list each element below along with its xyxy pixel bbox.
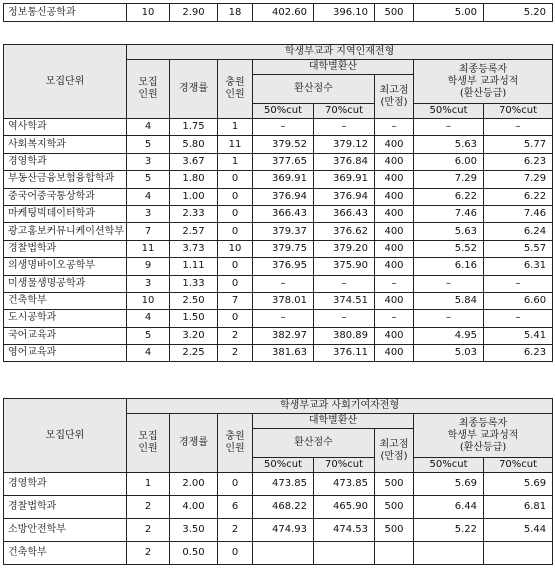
dept-cell: 사회복지학과 [4, 136, 127, 153]
header-final: 최종등록자 학생부 교과성적 (환산등급) [414, 414, 553, 458]
header-70cut-grade: 70%cut [484, 458, 553, 473]
score50-cell: 381.63 [253, 345, 314, 362]
max-cell: 500 [375, 519, 414, 542]
rate-cell: 1.00 [170, 188, 218, 205]
dept-cell: 경영학과 [4, 153, 127, 170]
dept-cell: 의생명바이오공학부 [4, 258, 127, 275]
quota-cell: 10 [127, 292, 170, 309]
table-row [4, 171, 553, 188]
max-cell: 400 [375, 258, 414, 275]
table-row [4, 205, 553, 222]
score70-cell: 474.53 [314, 519, 375, 542]
table-title: 학생부교과 사회기여자전형 [127, 399, 553, 414]
quota-cell: 5 [127, 171, 170, 188]
extra-cell: 10 [218, 240, 253, 257]
grade70-cell [484, 542, 553, 565]
grade70-cell: 5.41 [484, 327, 553, 344]
table-row [4, 4, 553, 22]
grade50-cell [414, 542, 484, 565]
table-row [4, 473, 553, 496]
extra-cell: 2 [218, 327, 253, 344]
grade70-cell: 6.60 [484, 292, 553, 309]
extra-cell: 0 [218, 205, 253, 222]
grade50-cell: 5.69 [414, 473, 484, 496]
grade70-cell: – [484, 119, 553, 136]
score70-cell: 376.94 [314, 188, 375, 205]
dept-cell: 중국어중국통상학과 [4, 188, 127, 205]
quota-cell: 11 [127, 240, 170, 257]
extra-cell: 0 [218, 542, 253, 565]
extra-cell: 7 [218, 292, 253, 309]
rate-cell: 1.50 [170, 310, 218, 327]
max-cell: 400 [375, 136, 414, 153]
score70-cell: 465.90 [314, 496, 375, 519]
max-cell: 400 [375, 188, 414, 205]
table-row [4, 345, 553, 362]
rate-cell: 0.50 [170, 542, 218, 565]
grade50-cell: 5.52 [414, 240, 484, 257]
grade50-cell: 6.44 [414, 496, 484, 519]
grade70-cell: 6.23 [484, 345, 553, 362]
header-rate: 경쟁률 [170, 414, 218, 473]
quota-cell: 3 [127, 275, 170, 292]
quota-cell: 4 [127, 345, 170, 362]
extra-cell: 1 [218, 153, 253, 170]
rate-cell: 2.90 [170, 4, 218, 22]
grade50-cell: 5.22 [414, 519, 484, 542]
extra-cell: 11 [218, 136, 253, 153]
grade50-cell: – [414, 275, 484, 292]
table-row [4, 496, 553, 519]
extra-cell: 0 [218, 188, 253, 205]
max-cell: – [375, 119, 414, 136]
header-univ: 대학별환산 [253, 414, 414, 429]
score50-cell: 376.95 [253, 258, 314, 275]
header-univ: 대학별환산 [253, 60, 414, 75]
grade50-cell: 5.03 [414, 345, 484, 362]
grade50-cell: 6.16 [414, 258, 484, 275]
header-50cut-grade: 50%cut [414, 458, 484, 473]
score70-cell: 376.84 [314, 153, 375, 170]
max-cell: 400 [375, 292, 414, 309]
score70-cell: – [314, 119, 375, 136]
max-cell: 400 [375, 327, 414, 344]
rate-cell: 1.80 [170, 171, 218, 188]
extra-cell: 18 [218, 4, 253, 22]
header-max: 최고점 (만점) [375, 75, 414, 119]
score50-cell: 369.91 [253, 171, 314, 188]
grade70-cell: 7.29 [484, 171, 553, 188]
grade70-cell: – [484, 275, 553, 292]
max-cell [375, 542, 414, 565]
score50-cell: 382.97 [253, 327, 314, 344]
rate-cell: 3.50 [170, 519, 218, 542]
rate-cell: 5.80 [170, 136, 218, 153]
quota-cell: 4 [127, 310, 170, 327]
score70-cell: 379.20 [314, 240, 375, 257]
score50-cell: 378.01 [253, 292, 314, 309]
header-50cut: 50%cut [253, 458, 314, 473]
header-quota: 모집 인원 [127, 414, 170, 473]
header-final: 최종등록자 학생부 교과성적 (환산등급) [414, 60, 553, 104]
score50-cell: 379.37 [253, 223, 314, 240]
score50-cell [253, 542, 314, 565]
rate-cell: 2.50 [170, 292, 218, 309]
extra-cell: 0 [218, 275, 253, 292]
max-cell: 400 [375, 240, 414, 257]
score50-cell: – [253, 310, 314, 327]
header-extra: 충원 인원 [218, 414, 253, 473]
header-70cut: 70%cut [314, 458, 375, 473]
score70-cell: 376.62 [314, 223, 375, 240]
extra-cell: 1 [218, 119, 253, 136]
header-score: 환산점수 [253, 75, 375, 104]
table-title: 학생부교과 지역인재전형 [127, 45, 553, 60]
table-row [4, 275, 553, 292]
grade50-cell: 6.22 [414, 188, 484, 205]
top-row-table [3, 3, 553, 22]
grade50-cell: 6.00 [414, 153, 484, 170]
grade70-cell: 6.81 [484, 496, 553, 519]
rate-cell: 2.25 [170, 345, 218, 362]
score70-cell [314, 542, 375, 565]
grade70-cell: 5.44 [484, 519, 553, 542]
quota-cell: 2 [127, 542, 170, 565]
table-row [4, 223, 553, 240]
score50-cell: 474.93 [253, 519, 314, 542]
header-70cut-grade: 70%cut [484, 104, 553, 119]
grade70-cell: 6.23 [484, 153, 553, 170]
grade70-cell: – [484, 310, 553, 327]
header-max: 최고점 (만점) [375, 429, 414, 473]
extra-cell: 0 [218, 310, 253, 327]
score70-cell: 375.90 [314, 258, 375, 275]
score70-cell: – [314, 275, 375, 292]
quota-cell: 4 [127, 188, 170, 205]
grade50-cell: 4.95 [414, 327, 484, 344]
grade70-cell: 7.46 [484, 205, 553, 222]
score70-cell: 396.10 [314, 4, 375, 22]
header-score: 환산점수 [253, 429, 375, 458]
max-cell: 400 [375, 205, 414, 222]
regional-talent-table [3, 44, 553, 362]
dept-cell: 마케팅빅데이터학과 [4, 205, 127, 222]
score50-cell: 379.75 [253, 240, 314, 257]
score50-cell: 377.65 [253, 153, 314, 170]
grade50-cell: 5.63 [414, 223, 484, 240]
header-50cut: 50%cut [253, 104, 314, 119]
rate-cell: 2.00 [170, 473, 218, 496]
extra-cell: 2 [218, 345, 253, 362]
score50-cell: – [253, 119, 314, 136]
quota-cell: 3 [127, 153, 170, 170]
extra-cell: 2 [218, 519, 253, 542]
grade50-cell: 7.46 [414, 205, 484, 222]
dept-cell: 광고홍보커뮤니케이션학부 [4, 223, 127, 240]
max-cell: 400 [375, 153, 414, 170]
table-row [4, 240, 553, 257]
grade70-cell: 5.57 [484, 240, 553, 257]
header-quota: 모집 인원 [127, 60, 170, 119]
table-row [4, 258, 553, 275]
header-50cut-grade: 50%cut [414, 104, 484, 119]
rate-cell: 1.75 [170, 119, 218, 136]
grade50-cell: – [414, 119, 484, 136]
social-contributor-table [3, 398, 553, 565]
score50-cell: 402.60 [253, 4, 314, 22]
grade70-cell: 6.31 [484, 258, 553, 275]
score70-cell: 380.89 [314, 327, 375, 344]
score70-cell: 369.91 [314, 171, 375, 188]
quota-cell: 2 [127, 496, 170, 519]
header-70cut: 70%cut [314, 104, 375, 119]
dept-cell: 역사학과 [4, 119, 127, 136]
quota-cell: 9 [127, 258, 170, 275]
max-cell: 500 [375, 496, 414, 519]
table-row [4, 136, 553, 153]
score50-cell: 376.94 [253, 188, 314, 205]
score50-cell: 473.85 [253, 473, 314, 496]
dept-cell: 경찰법학과 [4, 240, 127, 257]
grade50-cell: 5.00 [414, 4, 484, 22]
max-cell: 500 [375, 4, 414, 22]
quota-cell: 3 [127, 205, 170, 222]
quota-cell: 4 [127, 119, 170, 136]
dept-cell: 소방안전학부 [4, 519, 127, 542]
quota-cell: 5 [127, 136, 170, 153]
quota-cell: 2 [127, 519, 170, 542]
score50-cell: 468.22 [253, 496, 314, 519]
grade70-cell: 6.22 [484, 188, 553, 205]
max-cell: – [375, 275, 414, 292]
dept-cell: 정보통신공학과 [4, 4, 127, 22]
grade50-cell: – [414, 310, 484, 327]
quota-cell: 5 [127, 327, 170, 344]
header-extra: 충원 인원 [218, 60, 253, 119]
extra-cell: 0 [218, 258, 253, 275]
dept-cell: 영어교육과 [4, 345, 127, 362]
dept-cell: 경영학과 [4, 473, 127, 496]
score70-cell: 374.51 [314, 292, 375, 309]
grade70-cell: 6.24 [484, 223, 553, 240]
grade50-cell: 7.29 [414, 171, 484, 188]
table-row [4, 153, 553, 170]
header-dept: 모집단위 [4, 45, 127, 119]
max-cell: 400 [375, 223, 414, 240]
dept-cell: 건축학부 [4, 292, 127, 309]
table-row [4, 310, 553, 327]
rate-cell: 3.20 [170, 327, 218, 344]
quota-cell: 7 [127, 223, 170, 240]
grade50-cell: 5.84 [414, 292, 484, 309]
grade50-cell: 5.63 [414, 136, 484, 153]
grade70-cell: 5.69 [484, 473, 553, 496]
max-cell: – [375, 310, 414, 327]
rate-cell: 1.11 [170, 258, 218, 275]
score50-cell: 379.52 [253, 136, 314, 153]
dept-cell: 미생물생명공학과 [4, 275, 127, 292]
score70-cell: 366.43 [314, 205, 375, 222]
grade70-cell: 5.77 [484, 136, 553, 153]
rate-cell: 1.33 [170, 275, 218, 292]
header-dept: 모집단위 [4, 399, 127, 473]
extra-cell: 6 [218, 496, 253, 519]
table-row [4, 327, 553, 344]
rate-cell: 3.67 [170, 153, 218, 170]
rate-cell: 2.57 [170, 223, 218, 240]
dept-cell: 국어교육과 [4, 327, 127, 344]
table-row [4, 119, 553, 136]
table-row [4, 519, 553, 542]
rate-cell: 2.33 [170, 205, 218, 222]
table-row [4, 292, 553, 309]
max-cell: 400 [375, 345, 414, 362]
dept-cell: 부동산금융보험융합학과 [4, 171, 127, 188]
extra-cell: 0 [218, 171, 253, 188]
table-row [4, 542, 553, 565]
score50-cell: – [253, 275, 314, 292]
score70-cell: – [314, 310, 375, 327]
rate-cell: 3.73 [170, 240, 218, 257]
max-cell: 400 [375, 171, 414, 188]
table-row [4, 188, 553, 205]
score70-cell: 379.12 [314, 136, 375, 153]
dept-cell: 건축학부 [4, 542, 127, 565]
max-cell: 500 [375, 473, 414, 496]
quota-cell: 10 [127, 4, 170, 22]
quota-cell: 1 [127, 473, 170, 496]
score50-cell: 366.43 [253, 205, 314, 222]
extra-cell: 0 [218, 473, 253, 496]
grade70-cell: 5.20 [484, 4, 553, 22]
score70-cell: 473.85 [314, 473, 375, 496]
header-rate: 경쟁률 [170, 60, 218, 119]
rate-cell: 4.00 [170, 496, 218, 519]
extra-cell: 0 [218, 223, 253, 240]
dept-cell: 경찰법학과 [4, 496, 127, 519]
score70-cell: 376.11 [314, 345, 375, 362]
dept-cell: 도시공학과 [4, 310, 127, 327]
